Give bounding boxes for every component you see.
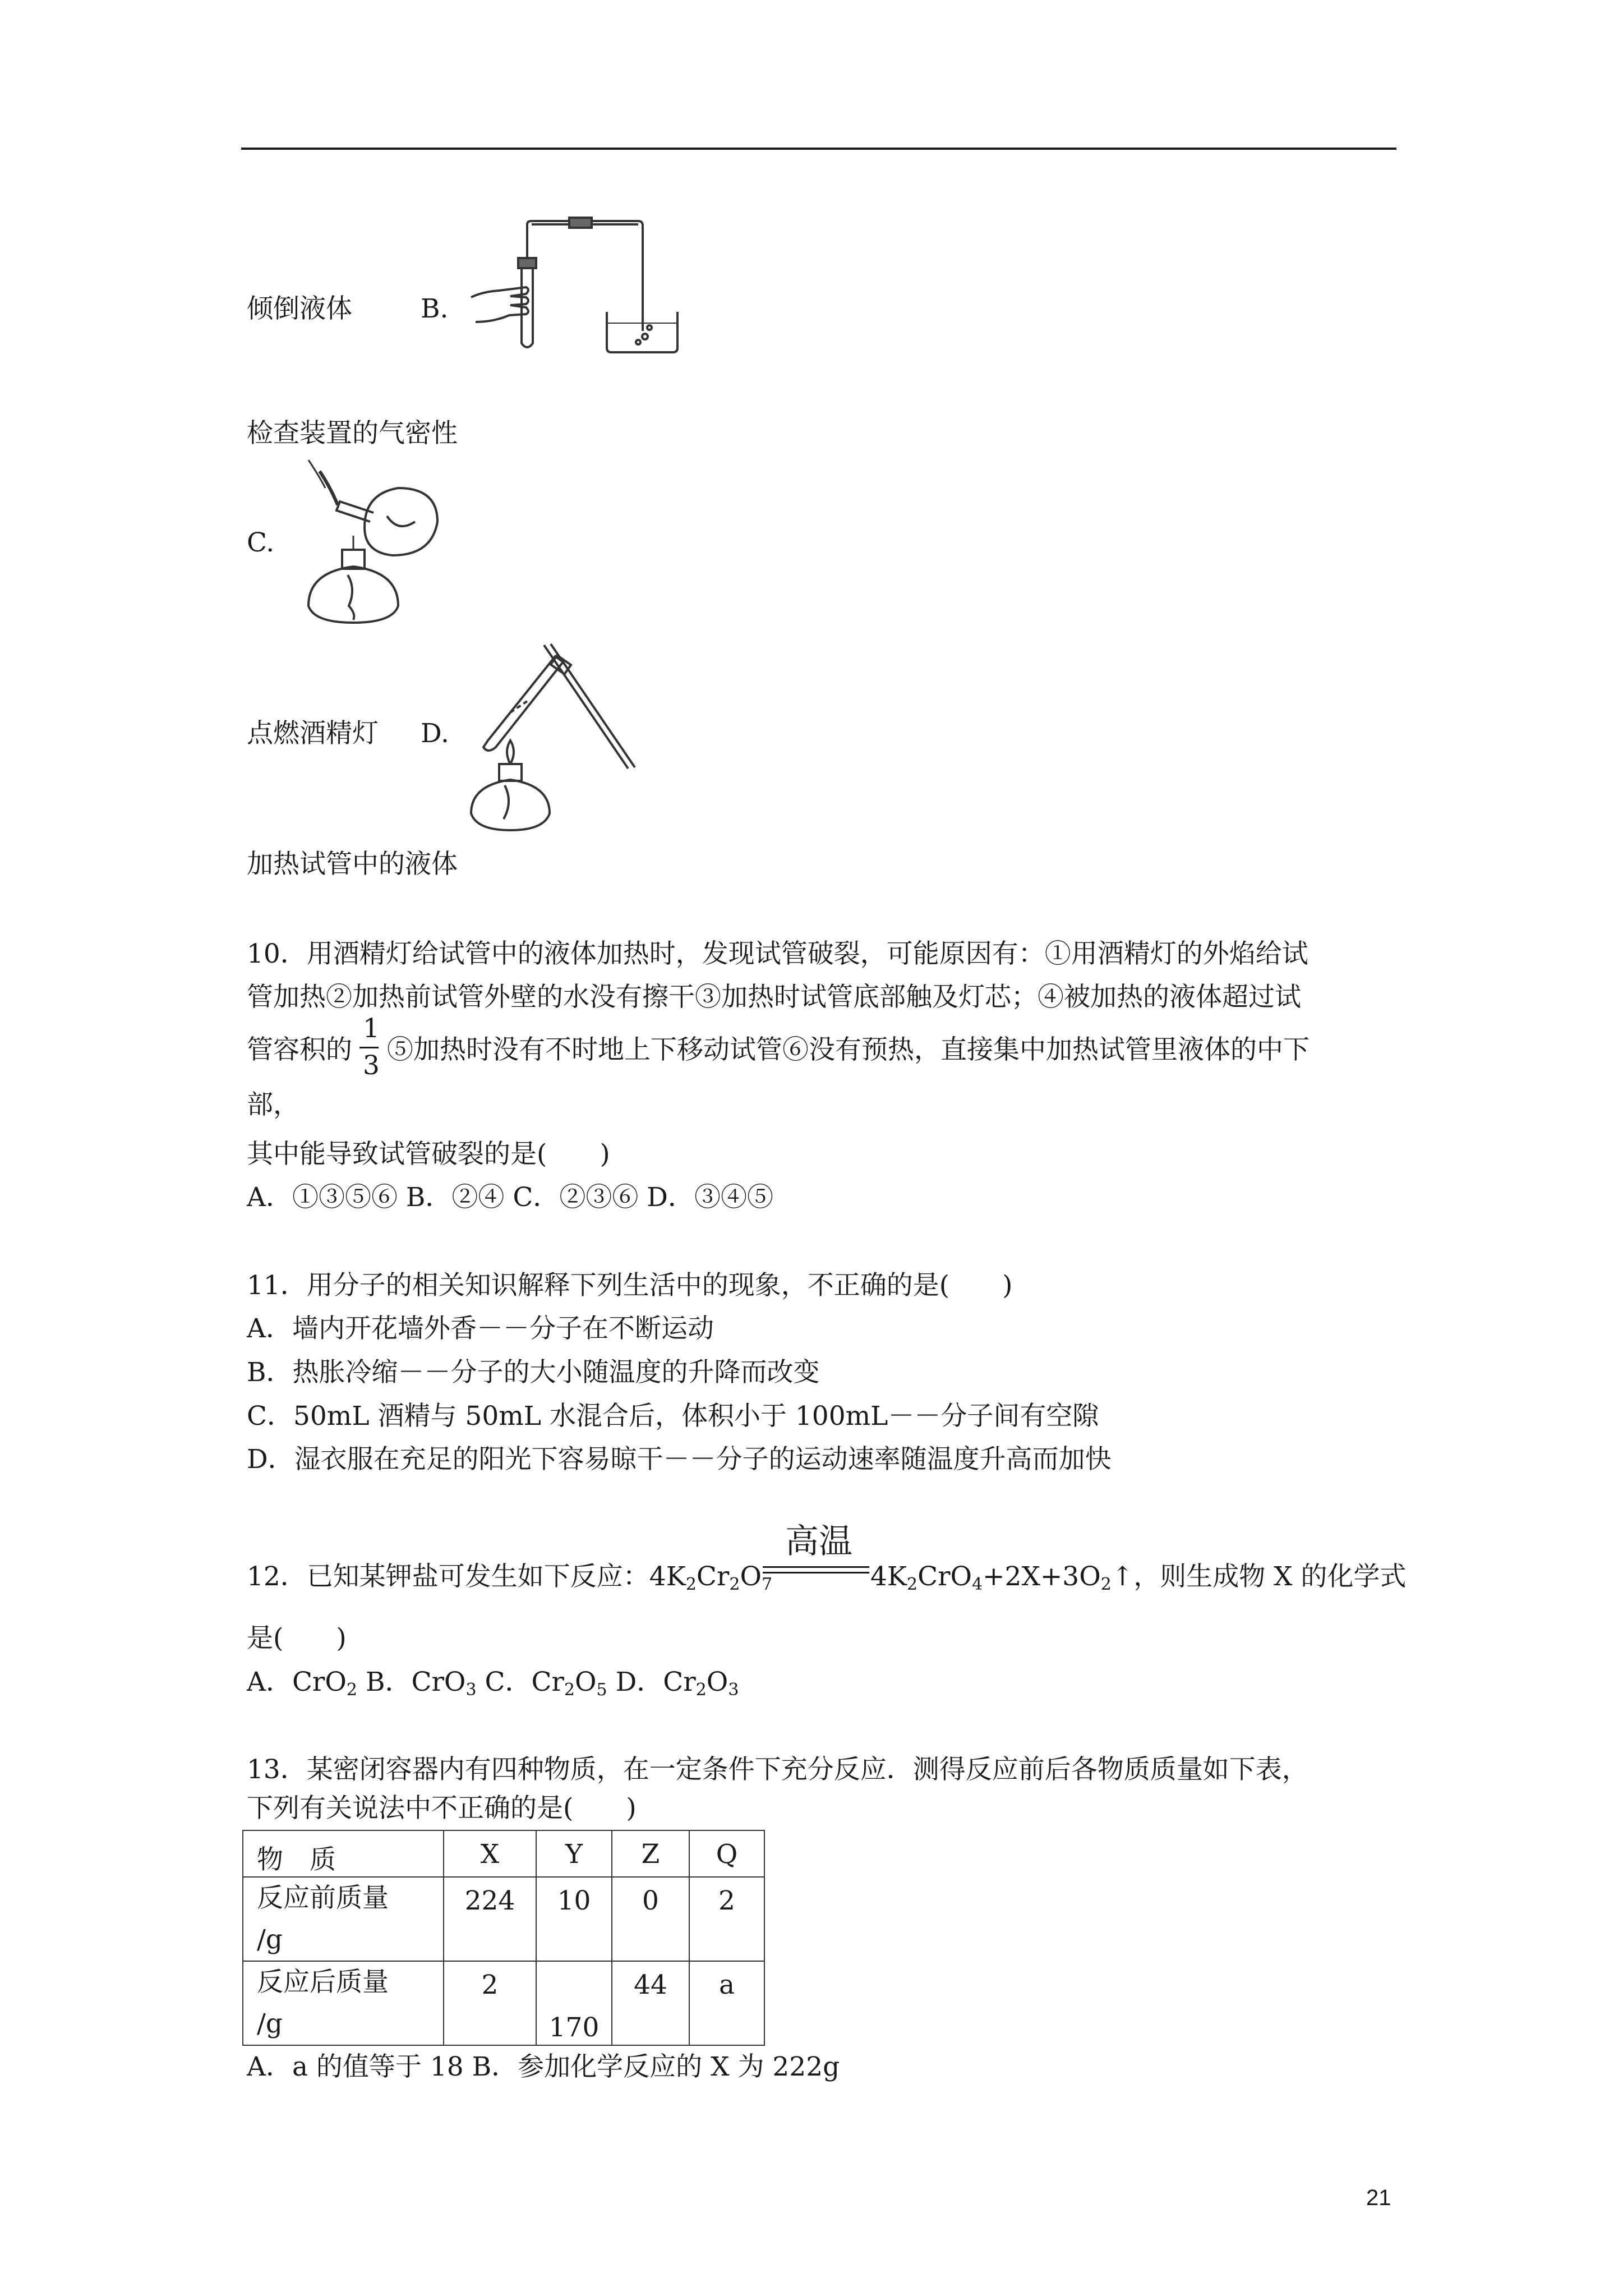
airtightness-apparatus-figure bbox=[460, 213, 695, 353]
fraction-numerator: 1 bbox=[363, 1013, 380, 1044]
row1-y: 10 bbox=[557, 1885, 591, 1916]
q12-option-b: B．CrO bbox=[365, 1667, 466, 1697]
q11-option-c: C．50mL 酒精与 50mL 水混合后，体积小于 100mL－－分子间有空隙 bbox=[247, 1401, 1099, 1432]
row2-x: 2 bbox=[481, 1970, 499, 2000]
q11-option-a: A．墙内开花墙外香－－分子在不断运动 bbox=[247, 1313, 714, 1344]
figure-b-label: B. bbox=[421, 293, 449, 324]
q11-option-b: B．热胀冷缩－－分子的大小随温度的升降而改变 bbox=[247, 1357, 820, 1388]
row2-label-a: 反应后质量 bbox=[257, 1967, 389, 1998]
row1-q: 2 bbox=[718, 1885, 735, 1916]
row1-x: 224 bbox=[464, 1885, 515, 1916]
row1-label-a: 反应前质量 bbox=[257, 1883, 389, 1913]
row2-z: 44 bbox=[634, 1970, 667, 2000]
q10-line1: 10．用酒精灯给试管中的液体加热时，发现试管破裂，可能原因有：①用酒精灯的外焰给试 bbox=[247, 938, 1308, 969]
header-y: Y bbox=[565, 1839, 583, 1870]
header-rule bbox=[241, 148, 1396, 150]
row1-z: 0 bbox=[642, 1885, 659, 1916]
row2-label-b: /g bbox=[257, 2008, 283, 2039]
q10-line2: 管加热②加热前试管外壁的水没有擦干③加热时试管底部触及灯芯；④被加热的液体超过试 bbox=[247, 982, 1301, 1013]
header-x: X bbox=[480, 1839, 500, 1870]
q11-stem: 11．用分子的相关知识解释下列生活中的现象，不正确的是( ) bbox=[247, 1270, 1013, 1301]
header-substance: 物 质 bbox=[257, 1844, 336, 1875]
figure-c-label: C. bbox=[247, 527, 275, 558]
row2-q: a bbox=[718, 1970, 735, 2000]
equals-bar-bottom bbox=[763, 1572, 869, 1573]
two-alcohol-lamps-figure bbox=[286, 454, 454, 634]
q12-products: $4K_2CrO_4+2X+3O_2↑$，则生成物 X 的化学式 bbox=[870, 1561, 1407, 1594]
header-q: Q bbox=[716, 1839, 738, 1870]
q10-options: A．①③⑤⑥ B．②④ C．②③⑥ D．③④⑤ bbox=[247, 1182, 773, 1213]
equals-bar-top bbox=[763, 1566, 869, 1568]
header-z: Z bbox=[641, 1839, 660, 1870]
table-row bbox=[243, 1961, 764, 2045]
row2-y: 170 bbox=[548, 2012, 600, 2043]
figure-d-label: D. bbox=[421, 718, 449, 749]
fraction-denominator: 3 bbox=[363, 1050, 380, 1081]
q12-option-a: A．CrO bbox=[247, 1667, 347, 1697]
q12-option-c: C．Cr bbox=[485, 1667, 564, 1697]
q10-line3-pre: 管容积的 bbox=[247, 1034, 352, 1065]
q12-options: A．CrO$_2$ B．CrO$_3$ C．$Cr_2O_5$ D．$Cr_2O_3$ bbox=[247, 1667, 739, 1700]
q12-line2: 是( ) bbox=[247, 1623, 347, 1654]
figure-d-caption: 加热试管中的液体 bbox=[247, 849, 458, 880]
q13-line2: 下列有关说法中不正确的是( ) bbox=[247, 1793, 637, 1824]
q12-option-d: D．Cr bbox=[615, 1667, 696, 1697]
q12-stem-post: ，则生成物 X 的化学式 bbox=[1133, 1561, 1407, 1592]
mass-table bbox=[242, 1830, 765, 2046]
q10-line3-post: ⑤加热时没有不时地上下移动试管⑥没有预热，直接集中加热试管里液体的中下 bbox=[387, 1034, 1310, 1065]
q13-line1: 13．某密闭容器内有四种物质，在一定条件下充分反应．测得反应前后各物质质量如下表， bbox=[247, 1754, 1308, 1785]
q10-line4: 部， bbox=[247, 1089, 299, 1120]
reaction-condition: 高温 bbox=[785, 1522, 852, 1561]
q13-options: A．a 的值等于 18 B．参加化学反应的 X 为 222g bbox=[247, 2051, 840, 2082]
q12-stem-pre: 12．已知某钾盐可发生如下反应：4K bbox=[247, 1561, 686, 1592]
heating-test-tube-figure bbox=[449, 639, 651, 836]
table-row bbox=[243, 1877, 764, 1961]
q11-option-d: D．湿衣服在充足的阳光下容易晾干－－分子的运动速率随温度升高而加快 bbox=[247, 1444, 1112, 1475]
figure-d-pre: 点燃酒精灯 bbox=[247, 718, 379, 749]
fraction-bar bbox=[359, 1047, 379, 1048]
row1-label-b: /g bbox=[257, 1924, 283, 1955]
fraction-one-third bbox=[358, 1015, 381, 1083]
figure-b-caption: 检查装置的气密性 bbox=[247, 418, 458, 449]
figure-a-caption: 倾倒液体 bbox=[247, 293, 352, 324]
q12-stem: 12．已知某钾盐可发生如下反应：$4K_2Cr_2O_7$ bbox=[247, 1561, 773, 1594]
page-number: 21 bbox=[1366, 2185, 1391, 2210]
q10-line5: 其中能导致试管破裂的是( ) bbox=[247, 1139, 610, 1170]
